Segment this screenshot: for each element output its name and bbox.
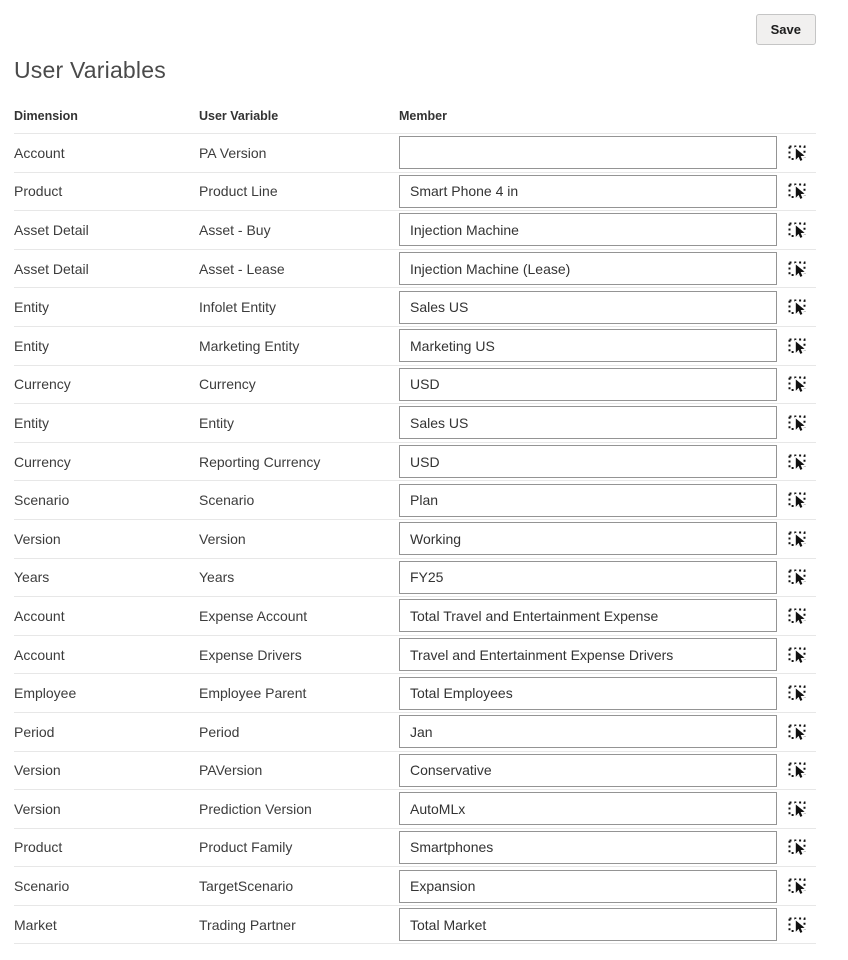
member-selector-icon (786, 759, 808, 781)
member-cell (399, 561, 816, 594)
member-selector-icon (786, 644, 808, 666)
dimension-label: Asset Detail (14, 260, 89, 277)
member-selector-button[interactable] (777, 638, 816, 671)
member-selector-icon (786, 682, 808, 704)
member-selector-icon (786, 451, 808, 473)
table-row (14, 905, 816, 944)
table-row (14, 210, 816, 249)
table-row (14, 172, 816, 211)
member-input[interactable] (399, 252, 777, 285)
dimension-label: Version (14, 530, 61, 547)
user-variable-label: Asset - Buy (199, 221, 271, 238)
table-row (14, 249, 816, 288)
user-variables-rows (14, 133, 816, 944)
member-selector-button[interactable] (777, 870, 816, 903)
member-cell (399, 175, 816, 208)
member-input[interactable] (399, 329, 777, 362)
table-row (14, 480, 816, 519)
member-selector-button[interactable] (777, 329, 816, 362)
member-selector-button[interactable] (777, 715, 816, 748)
member-selector-icon (786, 875, 808, 897)
member-selector-icon (786, 836, 808, 858)
user-variable-label: Currency (199, 376, 256, 393)
member-input[interactable] (399, 870, 777, 903)
page-title: User Variables (14, 57, 166, 83)
member-selector-icon (786, 528, 808, 550)
member-selector-icon (786, 489, 808, 511)
dimension-label: Account (14, 646, 65, 663)
member-cell (399, 291, 816, 324)
member-input[interactable] (399, 445, 777, 478)
member-cell (399, 406, 816, 439)
table-row (14, 133, 816, 172)
member-selector-icon (786, 180, 808, 202)
member-selector-button[interactable] (777, 522, 816, 555)
member-selector-button[interactable] (777, 484, 816, 517)
member-input[interactable] (399, 831, 777, 864)
table-row (14, 596, 816, 635)
member-selector-icon (786, 219, 808, 241)
user-variable-label: Prediction Version (199, 800, 312, 817)
member-cell (399, 484, 816, 517)
member-selector-button[interactable] (777, 677, 816, 710)
dimension-label: Scenario (14, 878, 70, 895)
table-row (14, 519, 816, 558)
member-cell (399, 213, 816, 246)
user-variable-label: Infolet Entity (199, 299, 277, 316)
member-selector-button[interactable] (777, 445, 816, 478)
member-input[interactable] (399, 368, 777, 401)
table-row (14, 751, 816, 790)
dimension-label: Employee (14, 685, 77, 702)
member-cell (399, 677, 816, 710)
dimension-label: Market (14, 916, 57, 933)
user-variable-label: Product Line (199, 183, 278, 200)
user-variable-label: Years (199, 569, 235, 586)
member-selector-icon (786, 412, 808, 434)
member-selector-button[interactable] (777, 561, 816, 594)
dimension-label: Entity (14, 414, 50, 431)
table-row (14, 789, 816, 828)
user-variable-label: Version (199, 530, 246, 547)
dimension-label: Currency (14, 376, 71, 393)
member-input[interactable] (399, 406, 777, 439)
user-variable-label: Entity (199, 414, 235, 431)
member-selector-icon (786, 914, 808, 936)
member-input[interactable] (399, 561, 777, 594)
dimension-label: Account (14, 144, 65, 161)
member-selector-icon (786, 566, 808, 588)
member-selector-button[interactable] (777, 908, 816, 941)
dimension-label: Period (14, 723, 55, 740)
member-input[interactable] (399, 908, 777, 941)
table-row (14, 635, 816, 674)
table-row (14, 365, 816, 404)
member-selector-icon (786, 142, 808, 164)
member-cell (399, 329, 816, 362)
column-header-user-variable: User Variable (199, 109, 279, 123)
member-input[interactable] (399, 715, 777, 748)
user-variable-label: Expense Drivers (199, 646, 302, 663)
table-row (14, 442, 816, 481)
dimension-label: Version (14, 762, 61, 779)
user-variable-label: PAVersion (199, 762, 263, 779)
member-selector-button[interactable] (777, 368, 816, 401)
member-cell (399, 599, 816, 632)
toolbar (756, 14, 816, 45)
dimension-label: Years (14, 569, 50, 586)
member-input[interactable] (399, 291, 777, 324)
user-variables-table (14, 84, 816, 944)
user-variable-label: Period (199, 723, 240, 740)
dimension-label: Product (14, 839, 63, 856)
dimension-label: Entity (14, 299, 50, 316)
user-variable-label: Reporting Currency (199, 453, 321, 470)
dimension-label: Product (14, 183, 63, 200)
save-button[interactable]: Save (756, 14, 816, 45)
member-selector-icon (786, 721, 808, 743)
column-header-member: Member (399, 109, 447, 123)
member-selector-button[interactable] (777, 252, 816, 285)
member-input[interactable] (399, 522, 777, 555)
member-selector-icon (786, 798, 808, 820)
member-cell (399, 638, 816, 671)
user-variable-label: Trading Partner (199, 916, 296, 933)
member-cell (399, 136, 816, 169)
user-variable-label: Expense Account (199, 607, 308, 624)
table-row (14, 828, 816, 867)
table-row (14, 712, 816, 751)
user-variable-label: PA Version (199, 144, 267, 161)
user-variable-label: Asset - Lease (199, 260, 285, 277)
member-cell (399, 870, 816, 903)
member-selector-button[interactable] (777, 599, 816, 632)
member-selector-button[interactable] (777, 831, 816, 864)
user-variable-label: TargetScenario (199, 878, 294, 895)
member-input[interactable] (399, 213, 777, 246)
member-cell (399, 368, 816, 401)
table-row (14, 403, 816, 442)
table-header-row (14, 84, 816, 133)
table-row (14, 558, 816, 597)
member-selector-icon (786, 335, 808, 357)
member-input[interactable] (399, 599, 777, 632)
dimension-label: Version (14, 800, 61, 817)
user-variable-label: Employee Parent (199, 685, 307, 702)
member-cell (399, 522, 816, 555)
user-variable-label: Product Family (199, 839, 293, 856)
dimension-label: Entity (14, 337, 50, 354)
member-input[interactable] (399, 175, 777, 208)
column-header-dimension: Dimension (14, 109, 78, 123)
member-cell (399, 831, 816, 864)
table-row (14, 326, 816, 365)
member-cell (399, 908, 816, 941)
member-selector-button[interactable] (777, 792, 816, 825)
member-selector-button[interactable] (777, 406, 816, 439)
user-variable-label: Scenario (199, 492, 255, 509)
member-selector-button[interactable] (777, 175, 816, 208)
member-input[interactable] (399, 484, 777, 517)
user-variable-label: Marketing Entity (199, 337, 300, 354)
dimension-label: Asset Detail (14, 221, 89, 238)
member-input[interactable] (399, 677, 777, 710)
member-selector-button[interactable] (777, 213, 816, 246)
table-row (14, 866, 816, 905)
dimension-label: Currency (14, 453, 71, 470)
member-selector-icon (786, 373, 808, 395)
table-row (14, 287, 816, 326)
dimension-label: Account (14, 607, 65, 624)
member-selector-button[interactable] (777, 136, 816, 169)
member-cell (399, 754, 816, 787)
member-selector-icon (786, 296, 808, 318)
member-selector-icon (786, 258, 808, 280)
member-selector-button[interactable] (777, 754, 816, 787)
member-selector-icon (786, 605, 808, 627)
member-input[interactable] (399, 136, 777, 169)
member-cell (399, 252, 816, 285)
member-cell (399, 715, 816, 748)
member-input[interactable] (399, 792, 777, 825)
member-selector-button[interactable] (777, 291, 816, 324)
member-input[interactable] (399, 754, 777, 787)
dimension-label: Scenario (14, 492, 70, 509)
member-cell (399, 445, 816, 478)
member-input[interactable] (399, 638, 777, 671)
member-cell (399, 792, 816, 825)
table-row (14, 673, 816, 712)
